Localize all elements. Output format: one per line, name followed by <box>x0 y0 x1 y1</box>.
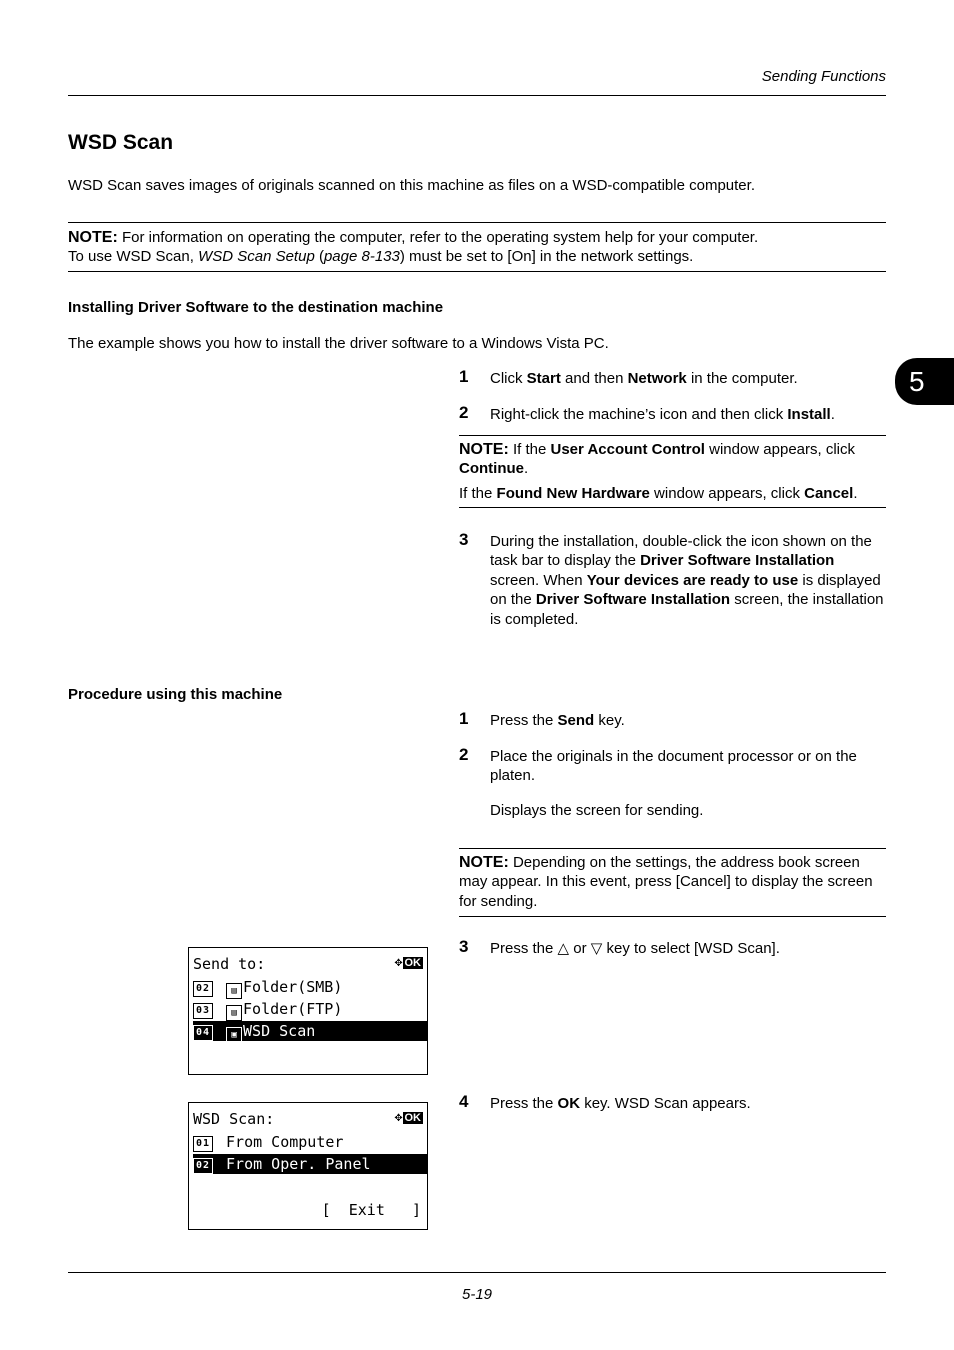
lcd-menu-item[interactable]: 01 From Computer <box>193 1132 427 1152</box>
header-rule <box>68 95 886 96</box>
note-procedure: NOTE: Depending on the settings, the address book screen may appear. In this event, press [Cancel] to display the screen for sending. <box>459 854 873 910</box>
step-number: 1 <box>459 709 469 728</box>
ok-badge: OK <box>404 957 421 969</box>
lcd-title: Send to: <box>193 955 266 973</box>
lcd-send-to-screen <box>188 947 428 1075</box>
procedure-step-4: Press the OK key. WSD Scan appears. <box>490 1095 751 1112</box>
note-rule-bottom <box>68 271 886 272</box>
intro-text: WSD Scan saves images of originals scanned on this machine as files on a WSD-compatible computer. <box>68 177 755 194</box>
note-general <box>68 228 886 266</box>
note-line1: For information on operating the computer, refer to the operating system help for your computer. <box>121 229 759 246</box>
lcd-title: WSD Scan: <box>193 1110 275 1128</box>
note-rule-top <box>68 222 886 223</box>
install-step-3: During the installation, double-click the icon shown on the task bar to display the Driver Software Installation screen. When Your devices are ready to use is displayed on the Driver Software Installation screen, the installation is completed. <box>490 533 884 628</box>
folder-icon: ▤ <box>226 983 242 999</box>
footer-rule <box>68 1272 886 1273</box>
folder-icon: ▤ <box>226 1005 242 1021</box>
install-step-2: Right-click the machine’s icon and then click Install. <box>490 406 835 423</box>
note-line2-a: To use WSD Scan, <box>68 248 199 265</box>
item-number-icon: 03 <box>193 1003 213 1019</box>
note-label: NOTE: <box>459 854 509 871</box>
procedure-step-1: Press the Send key. <box>490 712 625 729</box>
page-number: 5-19 <box>461 1286 493 1303</box>
ok-nav-icon <box>395 955 423 970</box>
step-number: 2 <box>459 403 469 422</box>
ok-badge: OK <box>404 1112 421 1124</box>
note-install: NOTE: If the User Account Control window appears, click Continue. If the Found New Hardware window appears, click Cancel. <box>459 441 858 502</box>
wsd-icon: ▣ <box>226 1027 242 1043</box>
nav-cross-icon: ✥ <box>394 955 403 970</box>
ok-nav-icon <box>395 1110 423 1125</box>
procedure-step-3: Press the △ or ▽ key to select [WSD Scan]. <box>490 940 780 957</box>
note-rule-top <box>459 848 886 849</box>
note-rule-bottom <box>459 916 886 917</box>
note-line2-b: ( <box>314 248 324 265</box>
step-number: 3 <box>459 530 469 549</box>
item-number-icon: 02 <box>193 981 213 997</box>
install-step-1: Click Start and then Network in the computer. <box>490 370 798 387</box>
note-rule-bottom <box>459 507 886 508</box>
item-number-icon: 02 <box>193 1158 213 1174</box>
lcd-menu-item-selected[interactable]: 04 ▣ WSD Scan <box>193 1021 427 1041</box>
note-label: NOTE: <box>68 229 118 246</box>
note-line2-c: ) must be set to [On] in the network settings. <box>399 248 694 265</box>
lcd-wsd-scan-screen <box>188 1102 428 1230</box>
step-number: 2 <box>459 745 469 764</box>
step-number: 1 <box>459 367 469 386</box>
section-heading-procedure: Procedure using this machine <box>68 686 283 703</box>
lcd-exit-softkey[interactable]: [ Exit ] <box>321 1201 421 1219</box>
lcd-menu-item[interactable]: 02 ▤ Folder(SMB) <box>193 977 427 997</box>
up-arrow-icon: △ <box>557 940 570 957</box>
note-rule-top <box>459 435 886 436</box>
down-arrow-icon: ▽ <box>590 940 603 957</box>
section-heading-install: Installing Driver Software to the destination machine <box>68 299 444 316</box>
item-number-icon: 01 <box>193 1136 213 1152</box>
note-label: NOTE: <box>459 441 509 458</box>
step-number: 3 <box>459 937 469 956</box>
page-ref-link[interactable]: page 8-133 <box>323 248 400 265</box>
section-install-intro: The example shows you how to install the driver software to a Windows Vista PC. <box>68 335 609 352</box>
procedure-step-2-result: Displays the screen for sending. <box>490 802 704 819</box>
page-title: WSD Scan <box>68 131 174 154</box>
wsd-scan-setup-link[interactable]: WSD Scan Setup <box>198 248 315 265</box>
lcd-menu-item[interactable]: 03 ▤ Folder(FTP) <box>193 999 427 1019</box>
chapter-tab: 5 <box>895 358 954 405</box>
procedure-step-2: Place the originals in the document processor or on the platen. <box>490 748 857 785</box>
item-number-icon: 04 <box>193 1025 213 1041</box>
step-number: 4 <box>459 1092 469 1111</box>
nav-cross-icon: ✥ <box>394 1110 403 1125</box>
running-header: Sending Functions <box>761 68 886 85</box>
lcd-menu-item-selected[interactable]: 02 From Oper. Panel <box>193 1154 427 1174</box>
